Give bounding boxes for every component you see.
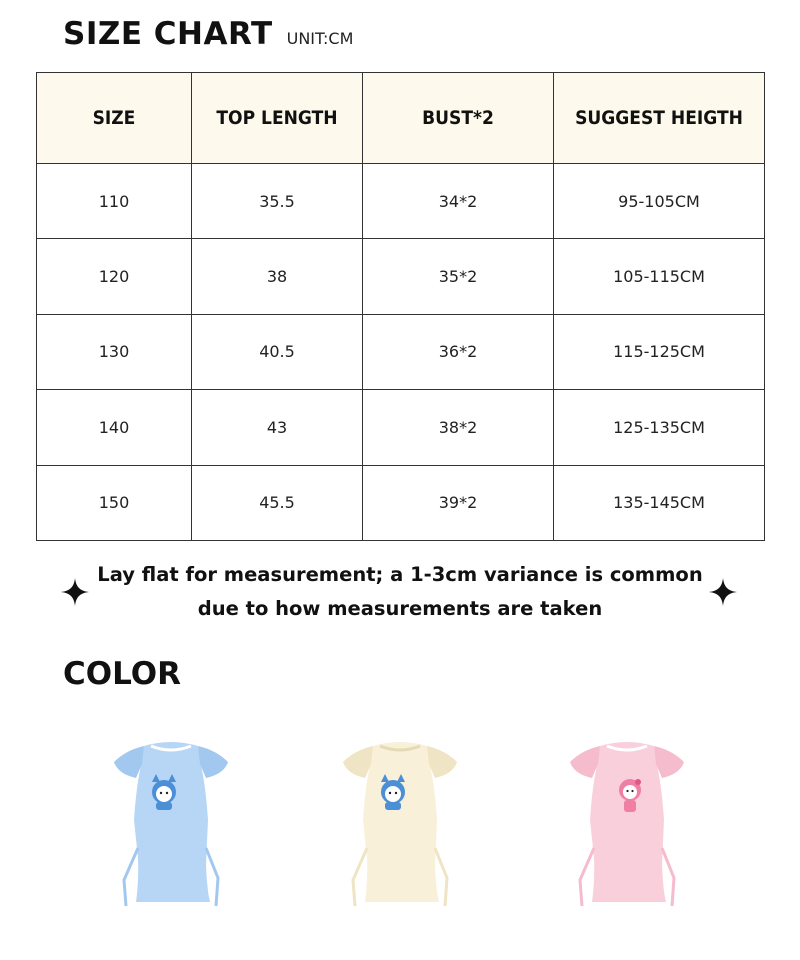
note-line-2: due to how measurements are taken [197, 597, 603, 620]
header-suggest-height: SUGGEST HEIGTH [554, 73, 765, 164]
header-top-length: TOP LENGTH [192, 73, 363, 164]
table-row [37, 239, 765, 314]
cell-bust: 35*2 [363, 239, 554, 314]
shirt-swatch-cream [335, 730, 465, 920]
header-size: SIZE [37, 73, 192, 164]
cell-top-length: 38 [192, 239, 363, 314]
color-section-title: COLOR [63, 656, 181, 692]
table-row [37, 465, 765, 540]
table-row [37, 314, 765, 389]
unit-label: UNIT:CM [286, 29, 354, 48]
cell-suggest-height: 135-145CM [554, 465, 765, 540]
cell-size: 140 [37, 390, 192, 465]
cell-bust: 34*2 [363, 164, 554, 239]
cell-top-length: 40.5 [192, 314, 363, 389]
cell-bust: 36*2 [363, 314, 554, 389]
cell-suggest-height: 115-125CM [554, 314, 765, 389]
shirt-swatch-pink [562, 730, 692, 920]
cell-suggest-height: 125-135CM [554, 390, 765, 465]
sparkle-icon [709, 578, 737, 606]
measurement-note [90, 558, 710, 626]
sparkle-icon [61, 578, 89, 606]
table-row [37, 390, 765, 465]
cell-bust: 39*2 [363, 465, 554, 540]
shirt-swatch-blue [106, 730, 236, 920]
size-chart-header [63, 16, 353, 52]
size-chart-title: SIZE CHART [63, 16, 273, 52]
cell-top-length: 35.5 [192, 164, 363, 239]
table-row [37, 164, 765, 239]
table-header-row [37, 73, 765, 164]
cell-size: 130 [37, 314, 192, 389]
cell-size: 110 [37, 164, 192, 239]
cell-suggest-height: 105-115CM [554, 239, 765, 314]
cell-top-length: 43 [192, 390, 363, 465]
size-chart-table [36, 72, 765, 541]
cell-suggest-height: 95-105CM [554, 164, 765, 239]
cell-top-length: 45.5 [192, 465, 363, 540]
note-line-1: Lay flat for measurement; a 1-3cm variance is common [97, 563, 703, 586]
cell-size: 150 [37, 465, 192, 540]
cell-size: 120 [37, 239, 192, 314]
header-bust: BUST*2 [363, 73, 554, 164]
cell-bust: 38*2 [363, 390, 554, 465]
